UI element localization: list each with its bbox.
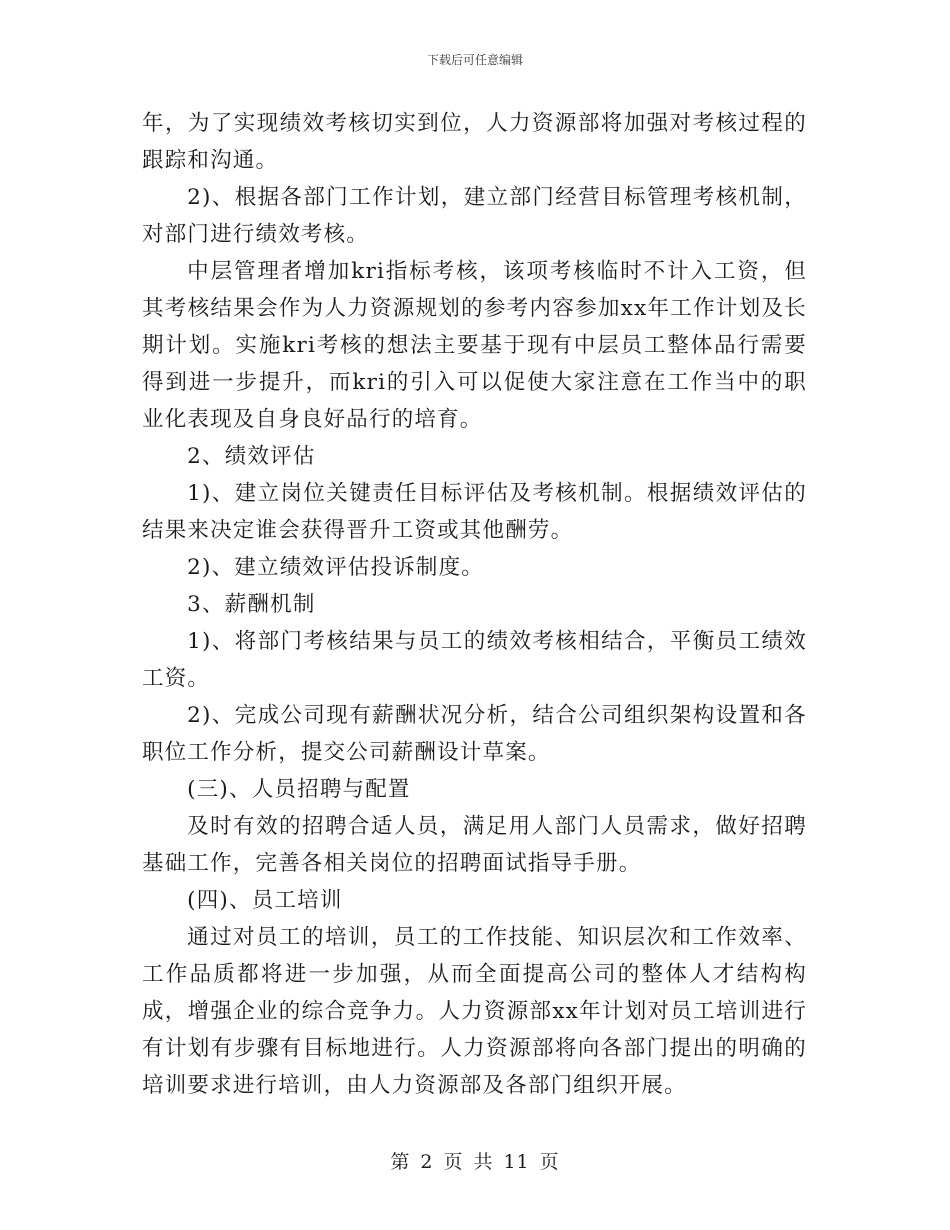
footer-suffix: 页 <box>539 1151 560 1173</box>
section-heading: (四)、员工培训 <box>187 888 343 913</box>
page-footer <box>0 1150 950 1174</box>
footer-prefix: 第 <box>390 1151 411 1173</box>
paragraph-continuation: 年，为了实现绩效考核切实到位，人力资源部将加强对考核过程的跟踪和沟通。 <box>142 111 807 173</box>
footer-total-pages: 11 <box>503 1151 530 1173</box>
paragraph-body: 通过对员工的培训，员工的工作技能、知识层次和工作效率、工作品质都将进一步加强，从而全面提高公司的整体人才结构构成，增强企业的综合竞争力。人力资源部xx年计划对员工培训进行有计划有步骤有目标地进行。人力资源部将向各部门提出的明确的培训要求进行培训，由人力资源部及各部门组织开展。 <box>142 925 807 1098</box>
footer-page-word: 页 <box>443 1151 464 1173</box>
section-heading: (三)、人员招聘与配置 <box>187 777 411 802</box>
paragraph-item: 1)、将部门考核结果与员工的绩效考核相结合，平衡员工绩效工资。 <box>142 629 807 691</box>
page-header-note: 下载后可任意编辑 <box>426 53 523 67</box>
paragraph-item: 2)、建立绩效评估投诉制度。 <box>187 555 485 580</box>
footer-page-number: 2 <box>420 1151 434 1173</box>
section-heading: 2、绩效评估 <box>187 444 316 469</box>
paragraph-item: 2)、根据各部门工作计划，建立部门经营目标管理考核机制，对部门进行绩效考核。 <box>142 185 807 247</box>
paragraph-item: 1)、建立岗位关键责任目标评估及考核机制。根据绩效评估的结果来决定谁会获得晋升工资或其他酬劳。 <box>142 481 807 543</box>
paragraph-body: 中层管理者增加kri指标考核，该项考核临时不计入工资，但其考核结果会作为人力资源规划的参考内容参加xx年工作计划及长期计划。实施kri考核的想法主要基于现有中层员工整体品行需要得到进一步提升，而kri的引入可以促使大家注意在工作当中的职业化表现及自身良好品行的培育。 <box>142 259 807 432</box>
paragraph-body: 及时有效的招聘合适人员，满足用人部门人员需求，做好招聘基础工作，完善各相关岗位的招聘面试指导手册。 <box>142 814 807 876</box>
footer-total-prefix: 共 <box>473 1151 494 1173</box>
paragraph-item: 2)、完成公司现有薪酬状况分析，结合公司组织架构设置和各职位工作分析，提交公司薪酬设计草案。 <box>142 703 807 765</box>
section-heading: 3、薪酬机制 <box>187 592 316 617</box>
document-body <box>142 105 807 1104</box>
